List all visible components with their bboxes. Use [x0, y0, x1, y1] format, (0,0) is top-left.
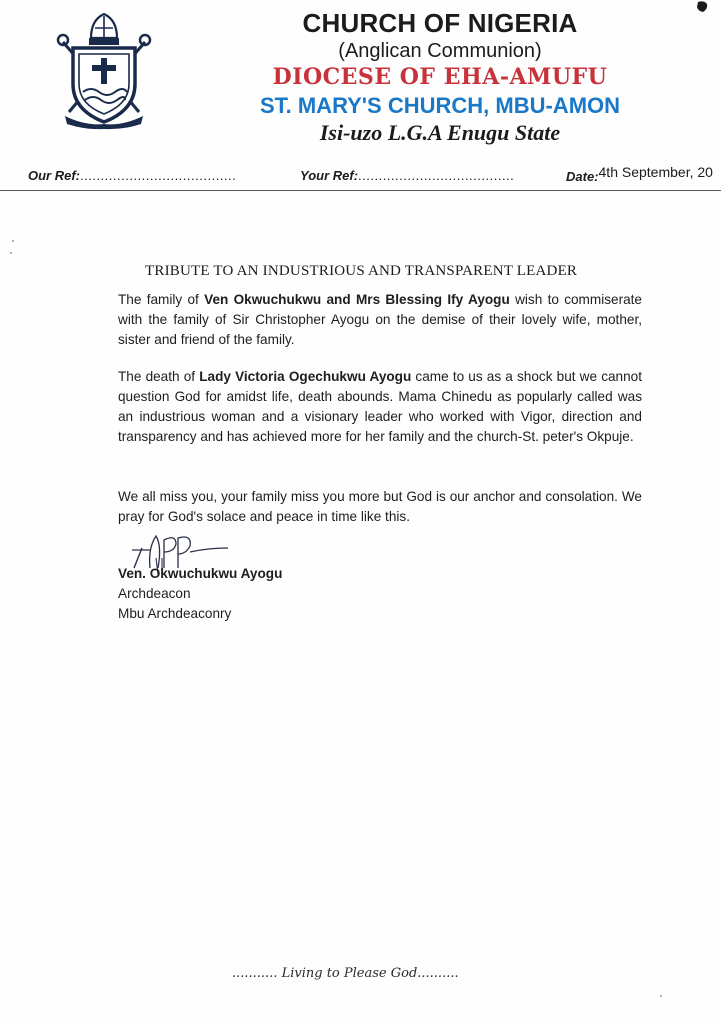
footer-motto: ........... Living to Please God..........	[232, 966, 459, 981]
our-ref-dots: ......................................	[80, 168, 237, 183]
signatory-title: Archdeacon	[118, 586, 191, 601]
date-label: Date:	[566, 169, 599, 184]
scan-speck	[12, 240, 14, 242]
paragraph-3: We all miss you, your family miss you more but God is our anchor and consolation. We pray for God's solace and peace in time like this.	[118, 489, 642, 524]
p2-text-start: The death of	[118, 369, 200, 384]
diocese-name: DIOCESE OF EHA-AMUFU	[272, 64, 608, 90]
signatory-office: Mbu Archdeaconry	[118, 606, 232, 621]
p2-bold-name: Lady Victoria Ogechukwu Ayogu	[199, 369, 412, 384]
p2-text-end: came to us as a shock but we cannot question God for amidst life, death abounds. Mama Chinedu as popularly called was an industrious woman and a visionary leader who worked with Vigor, direction and transparency and has achieved more for her family and the church-St. peter's Okpuje.	[118, 369, 643, 444]
our-ref-field	[28, 168, 236, 183]
paragraph-2	[118, 367, 642, 447]
paragraph-1	[118, 290, 642, 350]
p1-text-start: The family of	[118, 292, 205, 307]
p1-bold-names: Ven Okwuchukwu and Mrs Blessing Ify Ayogu	[204, 292, 510, 307]
letter-title: TRIBUTE TO AN INDUSTRIOUS AND TRANSPARENT LEADER	[145, 263, 578, 279]
diocese-crest-icon	[55, 12, 153, 130]
scan-speck	[660, 995, 662, 997]
church-location: Isi-uzo L.G.A Enugu State	[319, 120, 561, 145]
ink-blot	[695, 0, 709, 14]
your-ref-dots: ......................................	[358, 168, 515, 183]
scan-speck	[10, 252, 12, 254]
your-ref-label: Your Ref:	[300, 168, 359, 183]
your-ref-field	[300, 168, 514, 183]
organization-name: CHURCH OF NIGERIA	[302, 8, 578, 38]
date-value: 4th September, 20	[598, 164, 713, 180]
communion-name: (Anglican Communion)	[338, 40, 542, 62]
p1-text-end: wish to commiserate with the family of Sir Christopher Ayogu on the demise of their lovely wife, mother, sister and friend of the family.	[118, 292, 642, 347]
our-ref-label: Our Ref:	[28, 168, 80, 183]
church-name: ST. MARY'S CHURCH, MBU-AMON	[259, 93, 621, 118]
date-field	[566, 164, 713, 184]
signatory-name: Ven. Okwuchukwu Ayogu	[118, 566, 283, 581]
header-divider	[0, 190, 721, 191]
